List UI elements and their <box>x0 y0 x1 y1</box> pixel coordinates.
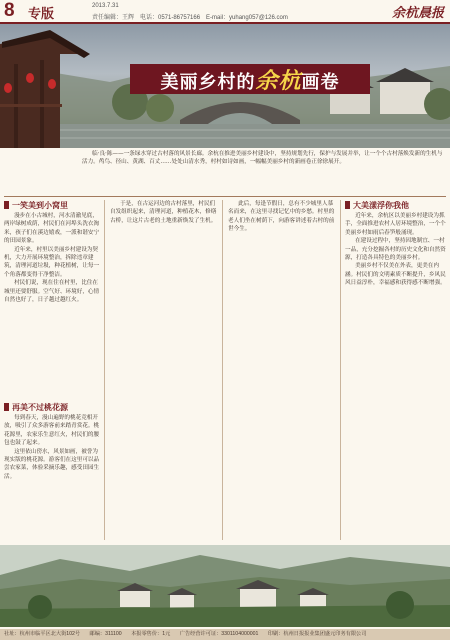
paragraph: 美丽乡村不仅美在外表，更美在内涵。村民们的文明素质不断提升，乡风民风日益淳朴，幸福感和获得感不断增强。 <box>345 263 446 287</box>
paragraph: 此后，每逢节假日，总有不少城里人慕名而来，在这里寻找记忆中的乡愁。村里的老人们坐在树荫下，向游客讲述着古村的前世今生。 <box>228 201 335 233</box>
heading-bar <box>4 201 9 209</box>
section-title: 再美不过桃花源 <box>12 402 68 412</box>
paragraph: 在建设过程中，坚持因地制宜、一村一品，充分挖掘各村的历史文化和自然资源，打造各具特色的美丽乡村。 <box>345 238 446 262</box>
hero-title <box>130 64 370 95</box>
footer-item: 本报零售价：1元 <box>131 631 171 637</box>
paragraph: 于是，在古运河边的古村落里，村民们自发组织起来，清理河道，种植花木，修缮古桥，让这片古老的土地重新焕发了生机。 <box>110 201 217 224</box>
village-photo <box>0 545 450 627</box>
section-heading-2 <box>4 402 68 412</box>
hero-photo <box>0 24 450 148</box>
paragraph: 漫步在小古城村，河水清澈见底，两岸绿树成荫，村民们在河埠头洗衣淘米，孩子们在溪边嬉戏，一派和谐安宁的田园景象。 <box>4 213 100 245</box>
lead-divider <box>4 196 446 197</box>
section-label: 专版 <box>28 6 55 21</box>
hero-title-banner <box>130 64 370 94</box>
column-divider <box>104 200 105 540</box>
column-divider <box>340 200 341 540</box>
hero-title-post: 画卷 <box>301 72 340 92</box>
editor-line: 责任编辑：王辉 电话：0571-86757166 E-mail：yuhang057@126.com <box>92 15 288 21</box>
heading-bar <box>345 201 350 209</box>
date-line: 2013.7.31 <box>92 3 119 9</box>
paragraph: 近年来，村里以美丽乡村建设为契机，大力开展环境整治，拆除违章建筑，清理河道垃圾，种花植树，让每一个角落都变得干净整洁。 <box>4 246 100 278</box>
page-footer <box>0 629 450 640</box>
hero-title-pre: 美丽乡村的 <box>160 72 256 92</box>
paragraph: 这里依山傍水，风景如画，被誉为现实版的桃花源。游客们在这里可以品尝农家菜，体验采摘乐趣，感受田园生活。 <box>4 448 100 480</box>
village-scene <box>0 545 450 627</box>
masthead <box>0 0 450 24</box>
page-number: 8 <box>4 0 15 21</box>
section-heading-3 <box>345 200 409 210</box>
column-divider <box>222 200 223 540</box>
footer-item: 广告经营许可证：3301104000001 <box>179 631 259 637</box>
article-column <box>345 212 446 540</box>
footer-item: 邮编：311100 <box>89 631 122 637</box>
paragraph: 村民们说，现在住在村里，比住在城里还要舒服。空气好、环境好，心情自然也好了，日子越过越红火。 <box>4 280 100 304</box>
hero-title-highlight: 余杭 <box>255 68 302 93</box>
article-column <box>4 414 100 540</box>
article-column <box>228 200 336 540</box>
lead-paragraph <box>82 150 444 194</box>
article-column <box>4 212 100 397</box>
footer-item: 社址：杭州市临平区北大街102号 <box>4 631 81 637</box>
paragraph: 每到春天，漫山遍野的桃花竞相开放，吸引了众多游客前来踏青赏花。桃花源里，农家乐生意红火，村民们的腰包也鼓了起来。 <box>4 415 100 447</box>
section-heading-1 <box>4 200 68 210</box>
heading-bar <box>4 403 9 411</box>
paper-name: 余杭晨报 <box>391 6 444 21</box>
section-title: 大美漾浮你我他 <box>353 200 409 210</box>
footer-item: 印刷：杭州日报报业集团盛元印务有限公司 <box>267 631 367 637</box>
section-title: 一笑美到小窝里 <box>12 200 68 210</box>
paragraph: 近年来，余杭区以美丽乡村建设为抓手，全面推进农村人居环境整治，一个个美丽乡村如雨后春笋般涌现。 <box>345 213 446 236</box>
article-column <box>110 200 218 540</box>
lead-text: 临·良·陈——一条绿水穿过古村落的风景长廊。余杭在推进美丽乡村建设中，坚持规划先行，保护与发展并举，让一个个古村落焕发新的生机与活力。鸬鸟、径山、黄湖、百丈……处处山清水秀，村村如诗如画，一幅幅美丽乡村的新画卷正徐徐展开。 <box>82 151 443 166</box>
